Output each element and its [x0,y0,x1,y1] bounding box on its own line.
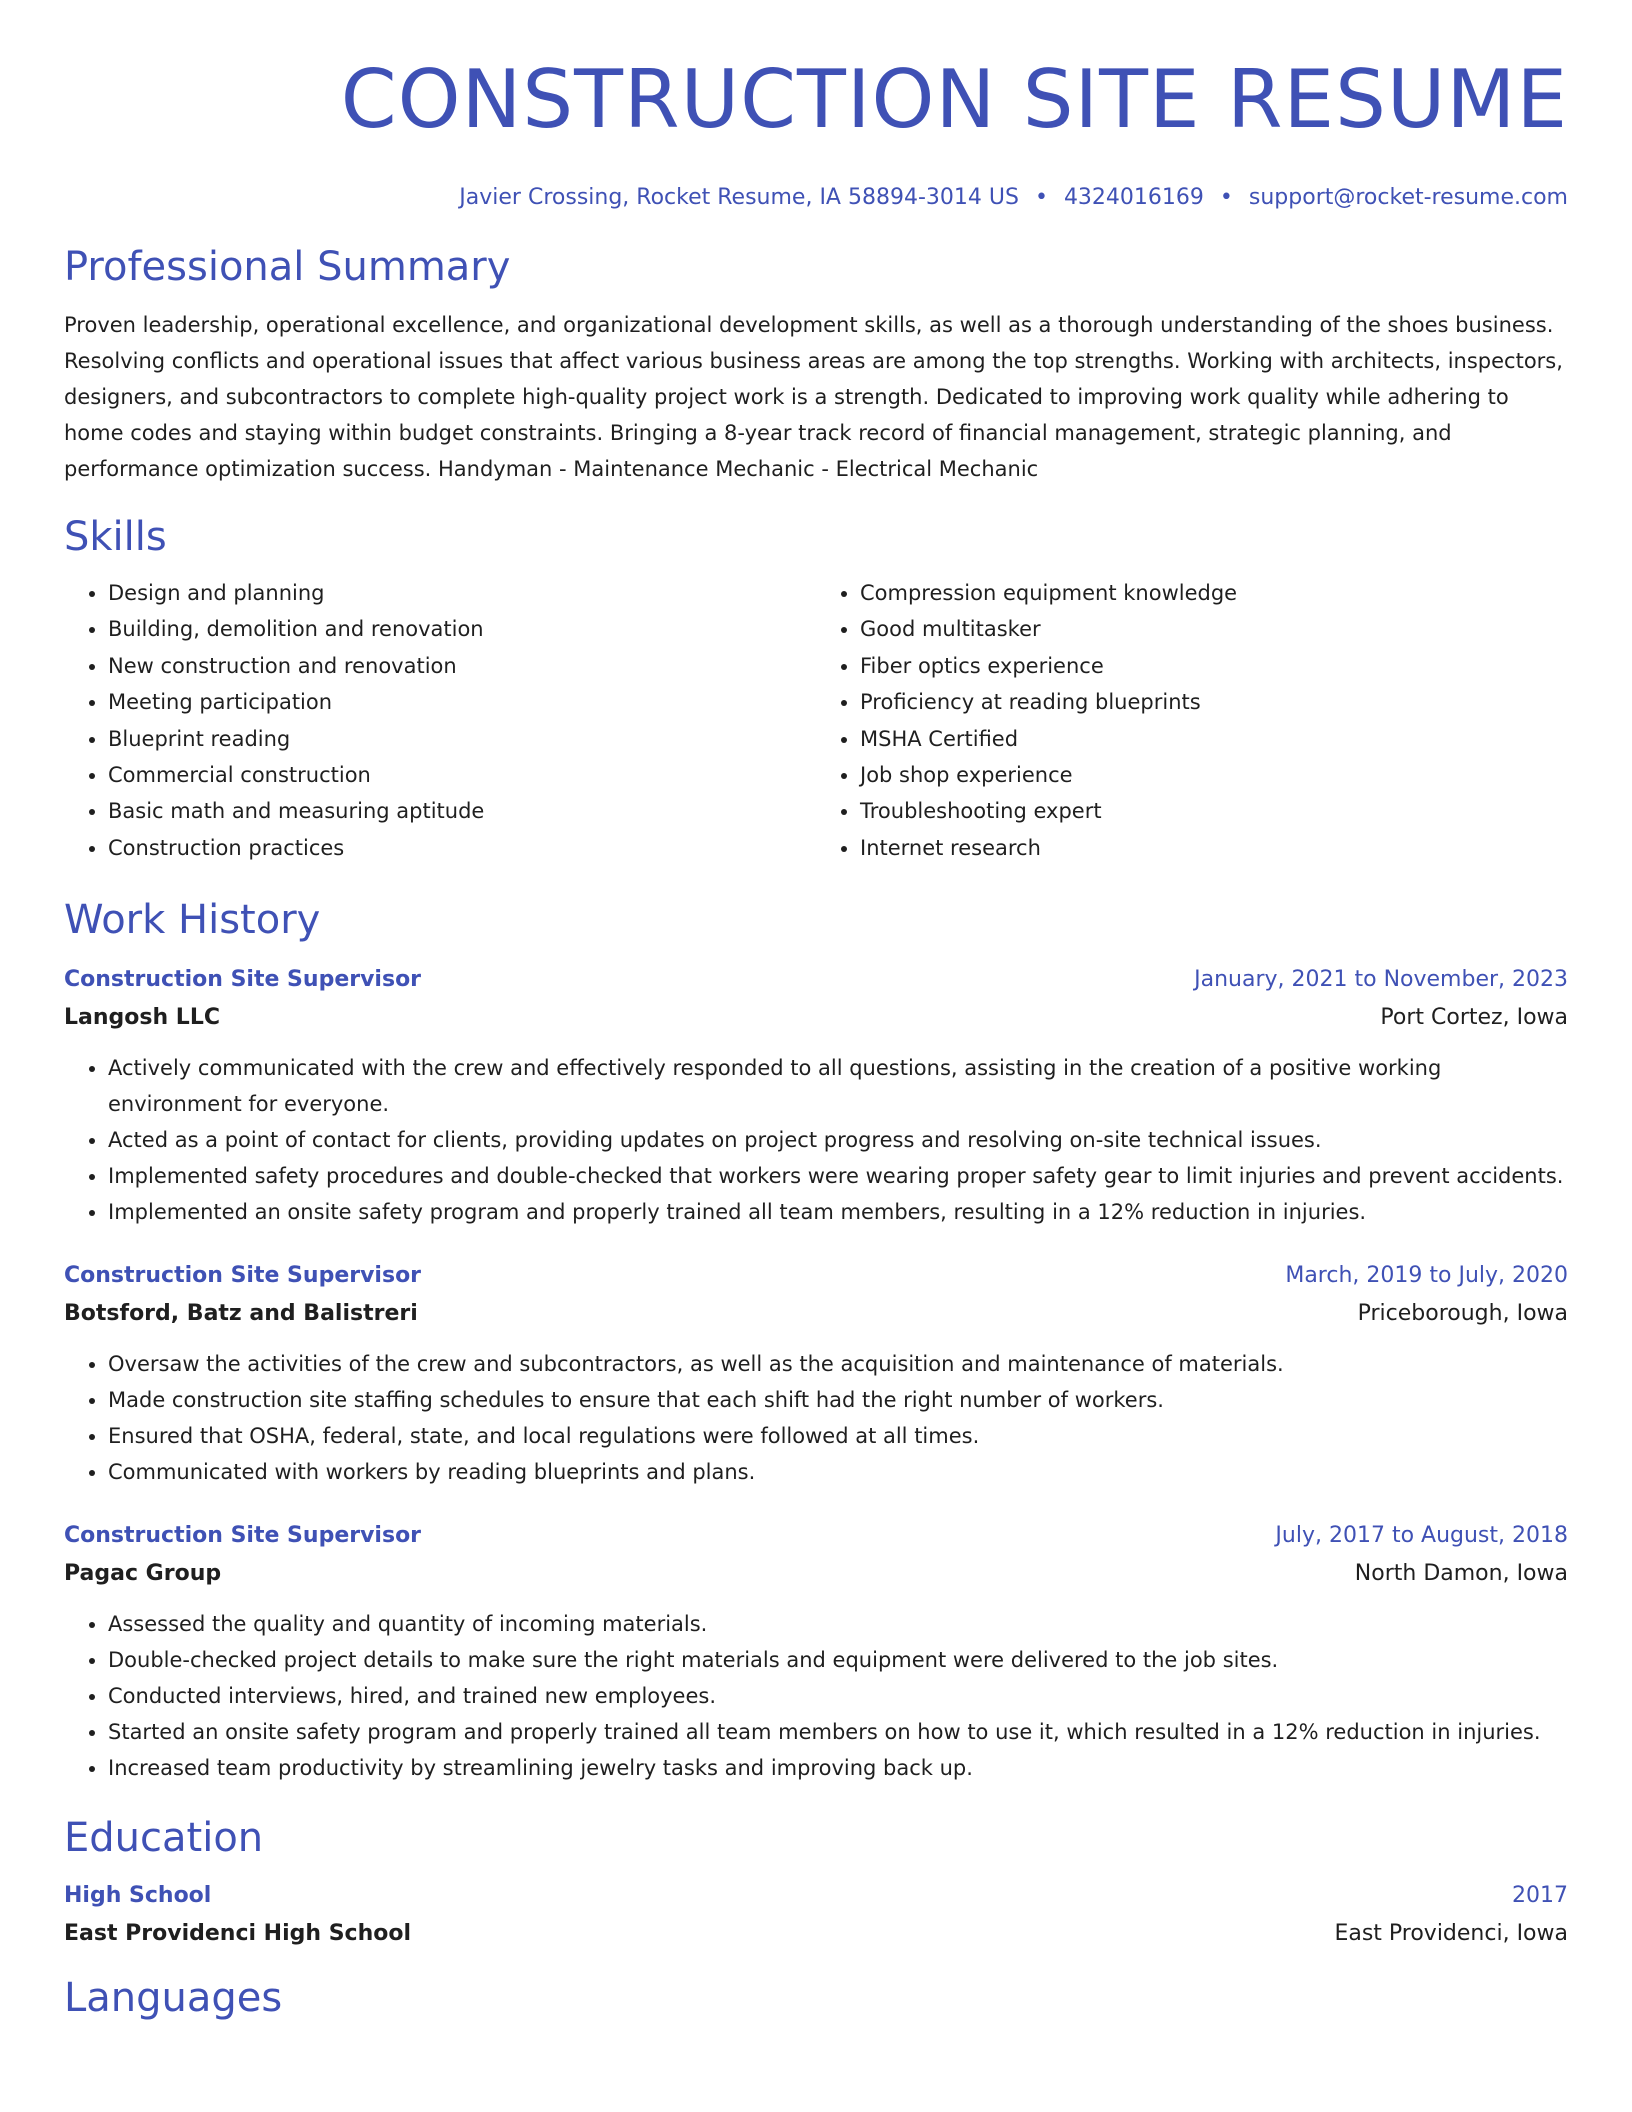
job-bullet: • Double-checked project details to make sure the right materials and equipment were delivered to the job sites. [108,1642,1568,1678]
job-company: Langosh LLC [64,1005,220,1031]
job-bullets [64,1050,1568,1230]
job-bullet: • Assessed the quality and quantity of incoming materials. [108,1606,1568,1642]
job-bullet: • Conducted interviews, hired, and trained new employees. [108,1678,1568,1714]
job-dates: July, 2017 to August, 2018 [1275,1523,1568,1549]
job-location: Priceborough, Iowa [1357,1301,1568,1327]
education-school: East Providenci High School [64,1921,412,1947]
languages-heading: Languages [64,1975,283,2022]
skill-item: • Meeting participation [108,684,816,720]
skill-item: • Good multitasker [860,611,1568,647]
skill-item: • Fiber optics experience [860,648,1568,684]
job-bullets [64,1606,1568,1786]
education-heading: Education [64,1815,264,1862]
work-history-heading: Work History [64,897,321,944]
job-entry [64,1258,1568,1490]
job-dates: March, 2019 to July, 2020 [1285,1263,1568,1289]
job-location: North Damon, Iowa [1354,1561,1568,1587]
skill-item: • Job shop experience [860,757,1568,793]
job-subheader [64,998,1568,1038]
job-title: Construction Site Supervisor [64,1263,422,1289]
skill-item: • Internet research [860,830,1568,866]
resume-title: CONSTRUCTION SITE RESUME [340,53,1568,146]
education-degree: High School [64,1883,212,1909]
education-year: 2017 [1512,1883,1568,1909]
job-header [64,962,1568,998]
job-bullet: • Implemented safety procedures and double-checked that workers were wearing proper safety gear to limit injuries and prevent accidents. [108,1158,1568,1194]
education-header [64,1878,1568,1914]
job-bullet: • Oversaw the activities of the crew and subcontractors, as well as the acquisition and maintenance of materials. [108,1346,1568,1382]
job-bullet: • Started an onsite safety program and properly trained all team members on how to use it, which resulted in a 12% reduction in injuries. [108,1714,1568,1750]
skill-item: • Construction practices [108,830,816,866]
job-bullet: • Actively communicated with the crew and effectively responded to all questions, assisting in the creation of a positive working environment for everyone. [108,1050,1568,1122]
skills-list-right [816,575,1568,866]
job-bullet: • Increased team productivity by streamlining jewelry tasks and improving back up. [108,1750,1568,1786]
skill-item: • New construction and renovation [108,648,816,684]
job-bullets [64,1346,1568,1490]
skills-grid [64,575,1568,866]
job-title: Construction Site Supervisor [64,1523,422,1549]
job-bullet: • Communicated with workers by reading blueprints and plans. [108,1454,1568,1490]
education-entry [64,1878,1568,1954]
skill-item: • Troubleshooting expert [860,793,1568,829]
skill-item: • Compression equipment knowledge [860,575,1568,611]
job-header [64,1258,1568,1294]
contact-line [64,183,1568,213]
skills-heading: Skills [64,514,167,560]
contact-phone: 4324016169 [1063,185,1204,210]
job-header [64,1518,1568,1554]
summary-heading: Professional Summary [64,244,511,290]
contact-separator: • [1034,185,1048,210]
job-company: Botsford, Batz and Balistreri [64,1301,418,1327]
job-title: Construction Site Supervisor [64,967,422,993]
job-dates: January, 2021 to November, 2023 [1194,967,1568,993]
job-bullet: • Implemented an onsite safety program and properly trained all team members, resulting in a 12% reduction in injuries. [108,1194,1568,1230]
skill-item: • Building, demolition and renovation [108,611,816,647]
contact-separator: • [1219,185,1233,210]
job-entry [64,962,1568,1230]
job-company: Pagac Group [64,1561,222,1587]
summary-text: Proven leadership, operational excellence, and organizational development skills, as well as a thorough understanding of the shoes business. Resolving conflicts and operational issues that affect various business areas are among the top strengths. Working with architects, inspectors, designers, and subcontractors to complete high-quality project work is a strength. Dedicated to improving work quality while adhering to home codes and staying within budget constraints. Bringing a 8-year track record of financial management, strategic planning, and performance optimization success. Handyman - Maintenance Mechanic - Electrical Mechanic [64,313,1563,481]
education-location: East Providenci, Iowa [1334,1921,1568,1947]
job-bullet: • Ensured that OSHA, federal, state, and local regulations were followed at all times. [108,1418,1568,1454]
contact-email[interactable]: support@rocket-resume.com [1248,185,1568,210]
job-subheader [64,1294,1568,1334]
skills-list-left [64,575,816,866]
job-subheader [64,1554,1568,1594]
skill-item: • Design and planning [108,575,816,611]
skill-item: • Basic math and measuring aptitude [108,793,816,829]
contact-address: Javier Crossing, Rocket Resume, IA 58894-3014 US [459,185,1019,210]
skill-item: • MSHA Certified [860,721,1568,757]
job-entry [64,1518,1568,1786]
skill-item: • Blueprint reading [108,721,816,757]
education-subheader [64,1914,1568,1954]
skill-item: • Proficiency at reading blueprints [860,684,1568,720]
job-bullet: • Made construction site staffing schedules to ensure that each shift had the right number of workers. [108,1382,1568,1418]
job-location: Port Cortez, Iowa [1380,1005,1568,1031]
job-bullet: • Acted as a point of contact for clients, providing updates on project progress and resolving on-site technical issues. [108,1122,1568,1158]
skill-item: • Commercial construction [108,757,816,793]
